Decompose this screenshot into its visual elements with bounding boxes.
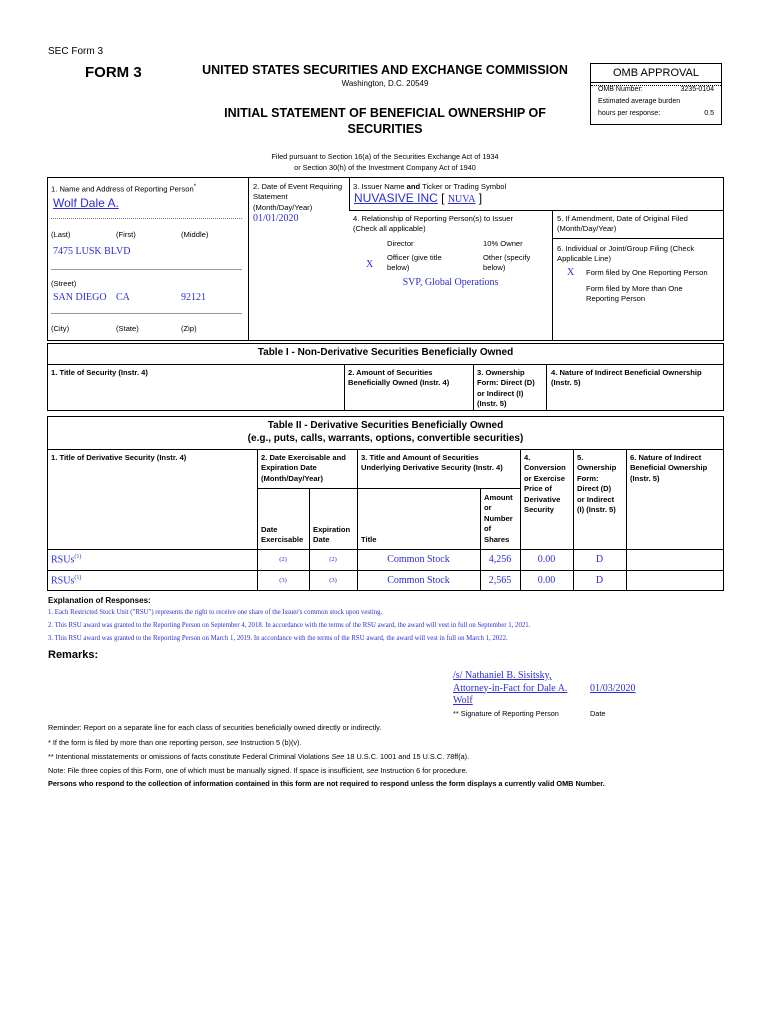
copies-note: Note: File three copies of this Form, one of which must be manually signed. If space is insufficient, see Instruction 6 for procedure. <box>48 766 468 775</box>
officer-label: Officer (give title below) <box>387 253 442 273</box>
signature-label: ** Signature of Reporting Person <box>453 709 559 718</box>
first-label: (First) <box>116 230 136 239</box>
issuer-line: NUVASIVE INC [ NUVA ] <box>354 191 483 205</box>
omb-hours-value: 0.5 <box>704 110 714 117</box>
table1-col1: 1. Title of Security (Instr. 4) <box>51 368 148 377</box>
form-number: FORM 3 <box>85 64 142 81</box>
row1-expiration: (2) <box>329 556 337 563</box>
table1-col2: 2. Amount of Securities Beneficially Owned (Instr. 4) <box>348 368 450 388</box>
underlying-title-header: Title <box>361 535 377 544</box>
amount-shares-header: Amount or Number of Shares <box>484 493 513 544</box>
omb-hours-label: hours per response: <box>598 110 661 117</box>
date-label: Date <box>590 709 606 718</box>
expiration-date-header: Expiration Date <box>313 525 351 545</box>
omb-notice: Persons who respond to the collection of information contained in this form are not required to respond unless the form displays a currently valid OMB Number. <box>48 779 605 788</box>
row1-exercisable: (2) <box>279 556 287 563</box>
state-label: (State) <box>116 324 139 333</box>
sec-form-label: SEC Form 3 <box>48 46 104 57</box>
box5-label: 5. If Amendment, Date of Original Filed (Month/Day/Year) <box>557 214 688 234</box>
row1-price: 0.00 <box>537 554 556 565</box>
signature-date-value[interactable]: 01/03/2020 <box>590 683 636 694</box>
zip-value: 92121 <box>181 292 206 303</box>
intentional-note: ** Intentional misstatements or omissions of facts constitute Federal Criminal Violations See 18 U.S.C. 1001 and 15 U.S.C. 78ff(a). <box>48 752 470 761</box>
filed-pursuant: Filed pursuant to Section 16(a) of the Securities Exchange Act of 1934 or Section 30(h) of the Investment Company Act of 1940 <box>271 152 499 172</box>
box2-label: 2. Date of Event Requiring Statement (Month/Day/Year) <box>253 182 343 212</box>
event-date-value: 01/01/2020 <box>253 213 299 224</box>
star-note: * If the form is filed by more than one reporting person, see Instruction 5 (b)(v). <box>48 738 302 747</box>
table1-title: Table I - Non-Derivative Securities Beneficially Owned <box>257 347 514 358</box>
row2-ownership-form: D <box>595 575 604 586</box>
row1-title: Common Stock <box>387 554 450 565</box>
officer-title-value: SVP, Global Operations <box>402 277 499 288</box>
row2-shares: 2,565 <box>488 575 512 586</box>
agency-address: Washington, D.C. 20549 <box>341 79 429 88</box>
table2-col4: 4. Conversion or Exercise Price of Derivative Security <box>524 453 566 515</box>
last-label: (Last) <box>51 230 71 239</box>
ten-percent-owner-label: 10% Owner <box>483 239 523 248</box>
form-title: INITIAL STATEMENT OF BENEFICIAL OWNERSHIP OF SECURITIES <box>224 106 546 136</box>
table2-col3: 3. Title and Amount of Securities Underlying Derivative Security (Instr. 4) <box>361 453 503 473</box>
row2-title: Common Stock <box>387 575 450 586</box>
table2-col2: 2. Date Exercisable and Expiration Date (Month/Day/Year) <box>261 453 346 483</box>
officer-check-mark: X <box>366 259 374 270</box>
more-persons-label: Form filed by More than One Reporting Person <box>586 284 683 304</box>
omb-title: OMB APPROVAL <box>591 64 721 83</box>
row2-security: RSUs$^{(1)}$ <box>51 575 82 587</box>
reporting-person-name[interactable]: Wolf Dale A. <box>53 196 119 210</box>
omb-number-value: 3235-0104 <box>680 86 714 93</box>
remarks-heading: Remarks: <box>48 649 99 661</box>
signature-value[interactable]: /s/ Nathaniel B. Sisitsky, Attorney-in-Fact for Dale A. Wolf <box>453 670 568 706</box>
state-value: CA <box>116 292 130 303</box>
director-label: Director <box>387 239 414 248</box>
zip-label: (Zip) <box>181 324 197 333</box>
reminder-note: Reminder: Report on a separate line for each class of securities beneficially owned directly or indirectly. <box>48 723 382 732</box>
row1-security: RSUs$^{(1)}$ <box>51 554 82 566</box>
other-label: Other (specify below) <box>483 253 531 273</box>
street-label: (Street) <box>51 279 77 288</box>
row2-price: 0.00 <box>537 575 556 586</box>
middle-label: (Middle) <box>181 230 209 239</box>
issuer-name[interactable]: NUVASIVE INC <box>354 191 438 205</box>
one-person-label: Form filed by One Reporting Person <box>586 268 708 277</box>
box1-label: 1. Name and Address of Reporting Person* <box>51 184 197 194</box>
row1-shares: 4,256 <box>488 554 512 565</box>
table2-col1: 1. Title of Derivative Security (Instr. 4) <box>51 453 187 462</box>
table1-col4: 4. Nature of Indirect Beneficial Ownership (Instr. 5) <box>551 368 702 388</box>
table2-col5: 5. Ownership Form: Direct (D) or Indirect (I) (Instr. 5) <box>577 453 617 515</box>
box3-label: 3. Issuer Name and Ticker or Trading Symbol <box>353 182 507 191</box>
row2-expiration: (3) <box>329 577 337 584</box>
city-label: (City) <box>51 324 70 333</box>
table1-col3: 3. Ownership Form: Direct (D) or Indirect (I) (Instr. 5) <box>477 368 535 409</box>
ticker-symbol[interactable]: NUVA <box>447 194 476 205</box>
omb-number-label: OMB Number: <box>598 86 643 93</box>
explanation-heading: Explanation of Responses: <box>48 596 151 605</box>
footnote-2: 2. This RSU award was granted to the Reporting Person on September 4, 2018. In accordance with the terms of the RSU award, the award will vest in full on September 1, 2021. <box>48 622 531 629</box>
box4-label: 4. Relationship of Reporting Person(s) to Issuer (Check all applicable) <box>353 214 513 234</box>
row2-exercisable: (3) <box>279 577 287 584</box>
one-person-check-mark: X <box>567 267 575 278</box>
date-exercisable-header: Date Exercisable <box>261 525 304 545</box>
table2-title: Table II - Derivative Securities Beneficially Owned (e.g., puts, calls, warrants, options, convertible securities) <box>247 420 524 444</box>
table2-col6: 6. Nature of Indirect Beneficial Ownership (Instr. 5) <box>630 453 708 483</box>
street-value: 7475 LUSK BLVD <box>53 246 131 257</box>
omb-burden-label: Estimated average burden <box>598 98 681 105</box>
agency-name: UNITED STATES SECURITIES AND EXCHANGE COMMISSION <box>202 63 568 77</box>
row1-ownership-form: D <box>595 554 604 565</box>
footnote-3: 3. This RSU award was granted to the Reporting Person on March 1, 2019. In accordance with the terms of the RSU award, the award will vest in full on March 1, 2022. <box>48 635 508 642</box>
footnote-1: 1. Each Restricted Stock Unit ("RSU") represents the right to receive one share of the Issuer's common stock upon vesting. <box>48 609 383 616</box>
omb-approval-box <box>590 63 722 125</box>
box6-label: 6. Individual or Joint/Group Filing (Check Applicable Line) <box>557 244 695 264</box>
city-value: SAN DIEGO <box>53 292 107 303</box>
